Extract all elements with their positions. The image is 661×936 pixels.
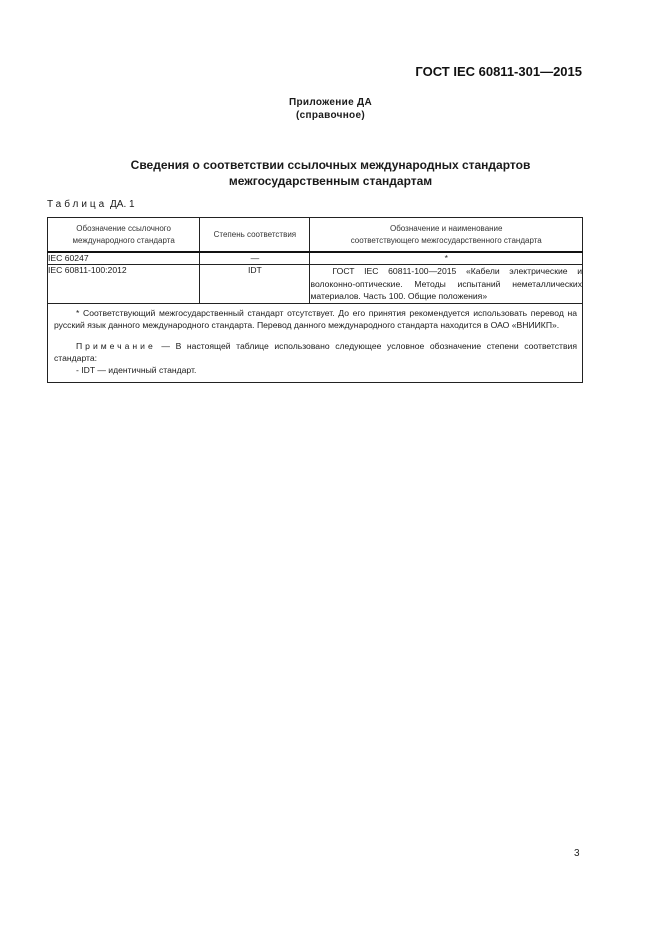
section-title-line-2: межгосударственным стандартам [228, 174, 433, 188]
header-interstate-line-1: Обозначение и наименование [389, 223, 503, 233]
footnote-text: * Соответствующий межгосударственный стандарт отсутствует. До его принятия рекомендуется использовать перевод на русский язык данного международного стандарта. Перевод данного международного стандарта находится в ОАО «ВНИИКП». [54, 308, 577, 330]
appendix-label: Приложение ДА [289, 97, 372, 108]
cell-degree: — [200, 252, 310, 265]
table-header-row [48, 218, 583, 253]
page-number: 3 [574, 848, 580, 859]
header-reference-line-1: Обозначение ссылочного [76, 223, 171, 233]
note-label: Примечание [76, 341, 156, 352]
header-reference-standard [48, 218, 200, 253]
section-title [0, 157, 661, 189]
cell-interstate: * [310, 252, 583, 265]
table-caption-prefix: Таблица [47, 199, 108, 210]
header-degree [200, 218, 310, 253]
appendix-heading [0, 96, 661, 122]
appendix-kind: (справочное) [296, 110, 365, 121]
document-code: ГОСТ IEC 60811-301—2015 [415, 64, 582, 79]
table-row [48, 252, 583, 265]
table-footnote-cell [48, 304, 583, 383]
table-footnote-row [48, 304, 583, 383]
table-row [48, 265, 583, 304]
note-text: — В настоящей таблице использовано следующее условное обозначение степени соответствия стандарта: [54, 341, 578, 364]
cell-degree: IDT [200, 265, 310, 304]
table-caption [47, 199, 135, 210]
header-interstate-line-2: соответствующего межгосударственного стандарта [350, 235, 542, 245]
correspondence-table [47, 217, 583, 383]
header-degree-label: Степень соответствия [213, 229, 297, 239]
cell-reference: IEC 60247 [48, 252, 200, 265]
cell-reference: IEC 60811-100:2012 [48, 265, 200, 304]
spacer [54, 331, 577, 341]
cell-interstate: ГОСТ IEC 60811-100—2015 «Кабели электрические и волоконно-оптические. Методы испытаний неметаллических материалов. Часть 100. Общие положения» [310, 265, 583, 304]
table-caption-number: ДА. 1 [110, 199, 135, 210]
header-reference-line-2: международного стандарта [72, 235, 175, 245]
note-paragraph [54, 341, 577, 364]
note-list-item: - IDT — идентичный стандарт. [76, 364, 197, 375]
section-title-line-1: Сведения о соответствии ссылочных международных стандартов [130, 158, 531, 172]
header-interstate-standard [310, 218, 583, 253]
